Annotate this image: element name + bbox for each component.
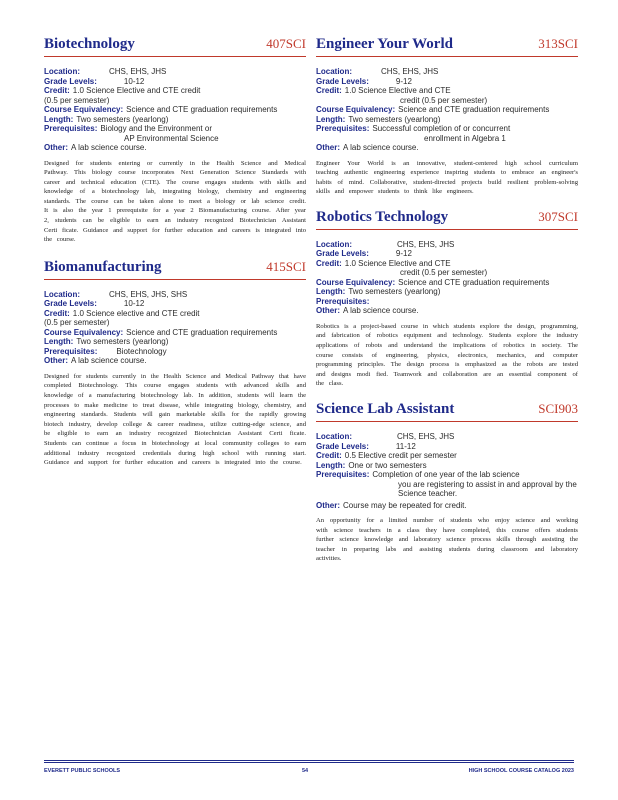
grade-levels-field: Grade Levels: 11-12 xyxy=(316,441,416,451)
course-header xyxy=(44,259,306,280)
length-field: Length: Two semesters (yearlong) xyxy=(316,287,441,297)
location-field: Location: CHS, EHS, JHS xyxy=(316,67,439,76)
page-footer xyxy=(44,760,574,780)
course-header xyxy=(44,36,306,57)
credit-field: Credit: 1.0 Science Elective and CTE credit (0.5 per semester) xyxy=(316,258,488,278)
grade-levels-field: Grade Levels: 10-12 xyxy=(44,299,145,309)
course-title: Engineer Your World xyxy=(316,36,453,52)
course-engineer-your-world xyxy=(316,36,578,197)
course-title: Robotics Technology xyxy=(316,208,449,225)
course-description: An opportunity for a limited number of students who enjoy science and working with science teachers in a class they have completed, this course offers students further science knowledge and laboratory science process skills through assisting the teacher in preparing labs and assisting students during classroom and laboratory activities. xyxy=(316,517,578,563)
equivalency-field: Course Equivalency: Science and CTE graduation requirements xyxy=(316,277,550,287)
other-field: Other: A lab science course. xyxy=(316,306,419,316)
grade-levels-field: Grade Levels: 10-12 xyxy=(44,76,145,86)
prerequisites-field: Prerequisites: Biology and the Environment or AP Environmental Science xyxy=(44,124,219,143)
other-field: Other: A lab science course. xyxy=(316,143,419,152)
location-field: Location: CHS, EHS, JHS xyxy=(44,67,167,76)
length-field: Length: Two semesters (yearlong) xyxy=(44,114,169,124)
course-description: Robotics is a project-based course in which students explore the design, programming, and fabrication of robotics equipment and technology. Students explore the industry applications of robots and understand the implications of robotics in society. The course consists of engineering, physics, electronics, mechanics, and computer programming principles. The design process is emphasized as the robots are tested and designs modi fied. Teamwork and collaboration are an essential component of the class. xyxy=(316,322,578,388)
course-header xyxy=(316,209,578,230)
location-field: Location: CHS, EHS, JHS, SHS xyxy=(44,289,188,299)
location-field: Location: CHS, EHS, JHS xyxy=(316,239,455,249)
prerequisites-field: Prerequisites: xyxy=(316,296,370,306)
length-field: Length: Two semesters (yearlong) xyxy=(316,114,441,124)
prerequisites-field: Prerequisites: Biotechnology xyxy=(44,346,167,356)
footer-district: EVERETT PUBLIC SCHOOLS xyxy=(44,768,121,774)
course-biomanufacturing xyxy=(44,259,306,468)
course-biotechnology xyxy=(44,36,306,245)
right-column xyxy=(316,36,578,576)
credit-field: Credit: 0.5 Elective credit per semester xyxy=(316,451,457,461)
course-title: Biotechnology xyxy=(44,36,135,52)
credit-field: Credit: 1.0 Science elective and CTE credit (0.5 per semester) xyxy=(44,308,200,328)
length-field: Length: Two semesters (yearlong) xyxy=(44,337,169,347)
footer-catalog: HIGH SCHOOL COURSE CATALOG 2023 xyxy=(468,768,574,774)
prerequisites-field: Prerequisites: Successful completion of or concurrent enrollment in Algebra 1 xyxy=(316,124,511,143)
course-code: SCI903 xyxy=(538,401,578,417)
grade-levels-field: Grade Levels: 9-12 xyxy=(316,249,412,259)
course-robotics-technology xyxy=(316,209,578,389)
course-code: 407SCI xyxy=(266,36,306,51)
course-description: Engineer Your World is an innovative, student-centered high school curriculum teaching authentic engineering experience inspiring students to embrace an engineer's habits of mind. Collaborative, student-directed projects build resilient problem-solving skills and empower students to think like engineers. xyxy=(316,159,578,196)
other-field: Other: A lab science course. xyxy=(44,143,147,152)
credit-field: Credit: 1.0 Science Elective and CTE credit (0.5 per semester) xyxy=(316,86,488,105)
page-number: 54 xyxy=(302,768,309,774)
prerequisites-field: Prerequisites: Completion of one year of the lab science you are registering to assist in and approval by the Science teacher. xyxy=(316,470,577,499)
course-code: 313SCI xyxy=(538,36,578,51)
course-description: Designed for students currently in the Health Science and Medical Pathway that have completed Biotechnology. This course engages students with advanced skills and knowledge of a manufacturing biotechnology lab. In addition, students will learn the processes to make medicine to treat disease, while integrating biology, chemistry, and engineering standards. Students will gain marketable skills for the rapidly growing biotech industry, develop college & career readiness, utilize cutting-edge science, and be eligible to earn an industry recognized Biotechnician Assistant Certi ficate. Students can continue a focus in biotechnology at local community colleges to earn additional industry recognized credentials during high school with running start. Guidance and support for further education and careers is integrated into the course. xyxy=(44,372,306,467)
equivalency-field: Course Equivalency: Science and CTE graduation requirements xyxy=(316,105,550,114)
course-title: Biomanufacturing xyxy=(44,258,162,275)
footer-rule xyxy=(44,760,574,763)
equivalency-field: Course Equivalency: Science and CTE graduation requirements xyxy=(44,327,278,337)
location-field: Location: CHS, EHS, JHS xyxy=(316,432,455,442)
equivalency-field: Course Equivalency: Science and CTE graduation requirements xyxy=(44,105,278,114)
course-code: 415SCI xyxy=(266,258,306,274)
course-header xyxy=(316,401,578,422)
course-description: Designed for students entering or currently in the Health Science and Medical Pathway. This biology course incorporates Next Generation Science Standards with career and technical education (CTE). The course engages students with skills and knowledge of a biotechnology lab, integrating biology, chemistry and engineering standards. The course can be taken alone to meet a biology or lab science credit. It is also the year 1 prerequisite for a year 2 Biomanufacturing course. After year 2, students can be eligible to earn an industry recognized Biotechnician Assistant Certi ficate. Guidance and support for further education and careers is integrated into the course. xyxy=(44,159,306,244)
course-header xyxy=(316,36,578,57)
grade-levels-field: Grade Levels: 9-12 xyxy=(316,76,412,86)
other-field: Other: A lab science course. xyxy=(44,356,147,366)
credit-field: Credit: 1.0 Science Elective and CTE credit (0.5 per semester) xyxy=(44,86,201,105)
course-code: 307SCI xyxy=(538,208,578,224)
other-field: Other: Course may be repeated for credit. xyxy=(316,500,467,510)
course-science-lab-assistant xyxy=(316,401,578,564)
course-title: Science Lab Assistant xyxy=(316,401,455,418)
left-column xyxy=(44,36,306,480)
length-field: Length: One or two semesters xyxy=(316,460,427,470)
